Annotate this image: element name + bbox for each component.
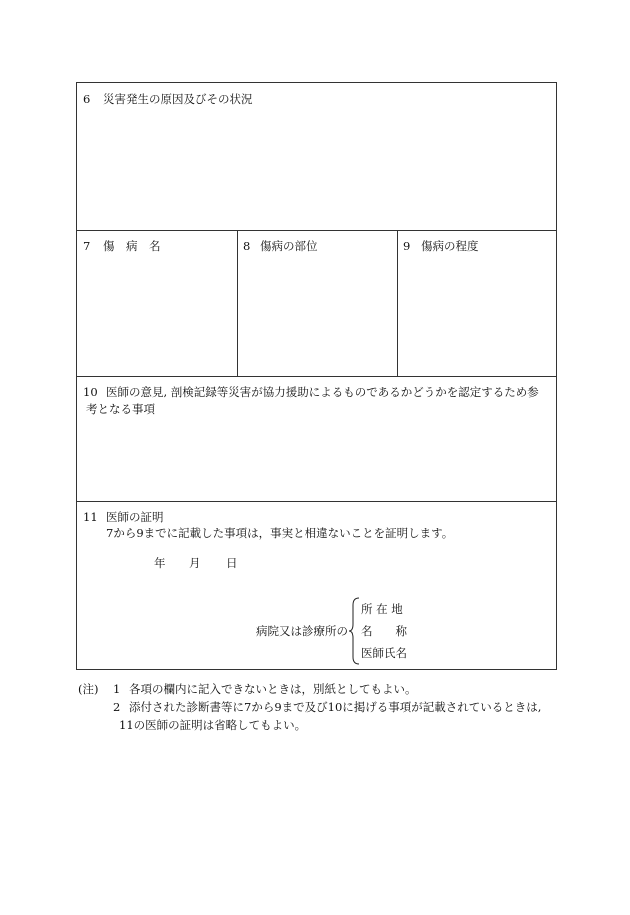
section-10-number: 10 [83, 385, 98, 399]
section-7-label: 傷 病 名 [103, 239, 161, 253]
section-11-number: 11 [83, 510, 98, 524]
date-year[interactable]: 年 [154, 556, 166, 570]
notes-prefix: (注) [78, 682, 99, 696]
section-6-number: 6 [83, 92, 91, 106]
section-9-label: 傷病の程度 [421, 239, 479, 253]
section-7-number: 7 [83, 239, 91, 253]
section-7-injury-name[interactable] [77, 230, 237, 376]
date-month[interactable]: 月 [189, 556, 201, 570]
curly-brace [348, 597, 360, 665]
note-2-text-line1: 添付された診断書等に7から9まで及び10に掲げる事項が記載されているときは, [129, 700, 542, 714]
section-8-label: 傷病の部位 [260, 239, 318, 253]
certification-statement: 7から9までに記載した事項は，事実と相違ないことを証明します。 [106, 526, 454, 540]
section-11-label: 医師の証明 [106, 510, 164, 524]
section-6-label: 災害発生の原因及びその状況 [103, 92, 253, 106]
section-6-cause[interactable] [77, 83, 556, 230]
address-field-label[interactable]: 所 在 地 [361, 602, 403, 616]
section-10-label-line1: 医師の意見, 剖検記録等災害が協力援助によるものであるかどうかを認定するため参 [106, 385, 539, 399]
doctor-name-field-label[interactable]: 医師氏名 [361, 646, 407, 660]
section-11-doctor-certification [77, 501, 556, 671]
facility-name-field-label[interactable]: 名 称 [361, 624, 407, 638]
section-10-label-line2: 考となる事項 [86, 402, 155, 416]
note-2-number: 2 [113, 700, 121, 714]
date-day[interactable]: 日 [226, 556, 238, 570]
note-1-text: 各項の欄内に記入できないときは，別紙としてもよい。 [129, 682, 417, 696]
section-8-injury-site[interactable] [237, 230, 397, 376]
facility-label: 病院又は診療所の [256, 624, 348, 638]
note-2-text-line2: 11の医師の証明は省略してもよい。 [119, 718, 307, 732]
section-9-injury-degree[interactable] [397, 230, 557, 376]
section-8-number: 8 [243, 239, 251, 253]
certificate-form [76, 82, 557, 670]
section-10-doctor-opinion[interactable] [77, 376, 556, 501]
note-1-number: 1 [113, 682, 121, 696]
section-9-number: 9 [403, 239, 411, 253]
